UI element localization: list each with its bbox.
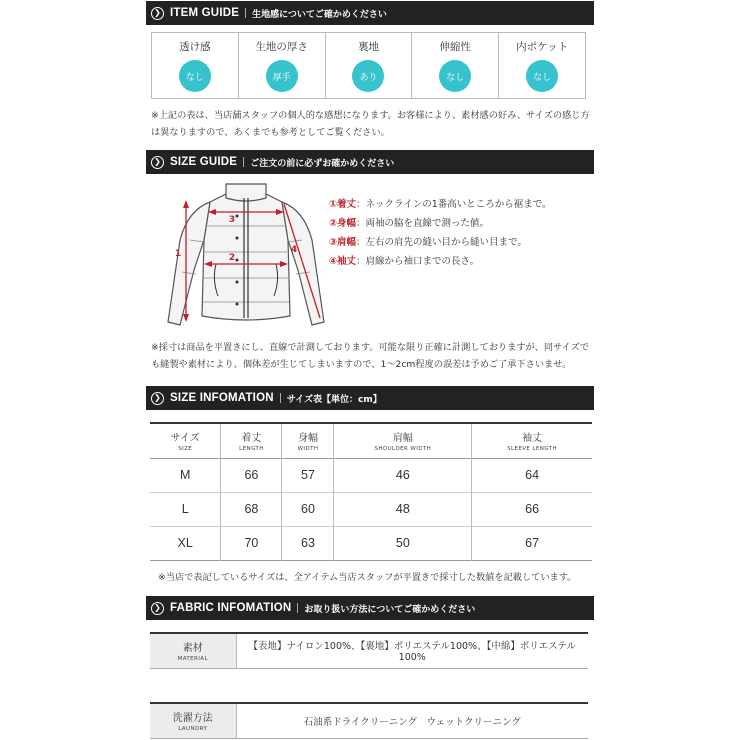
marker-4-label: 4 bbox=[290, 245, 298, 255]
size-guide-header bbox=[146, 150, 594, 174]
chevron-right-icon: ❯ bbox=[151, 602, 164, 615]
measurement-desc: ：肩線から袖口までの長さ。 bbox=[356, 256, 480, 267]
measurement-key: ④袖丈 bbox=[329, 256, 357, 267]
guide-label: 裏地 bbox=[357, 41, 379, 53]
table-cell: 57 bbox=[282, 458, 334, 492]
size-info-title: SIZE INFOMATION bbox=[170, 392, 274, 404]
table-row bbox=[150, 526, 592, 560]
item-guide-title: ITEM GUIDE bbox=[170, 7, 240, 19]
header-divider bbox=[297, 603, 298, 613]
table-cell: L bbox=[150, 492, 221, 526]
chevron-right-icon: ❯ bbox=[151, 392, 164, 405]
measurement-item-length bbox=[329, 195, 552, 214]
note-line: ※上記の表は、当店舗スタッフの個人的な感想になります。お客様により、素材感の好み、サイズの感じ方 bbox=[151, 110, 590, 121]
table-cell: 67 bbox=[525, 536, 540, 550]
note-line: ※採寸は商品を平置きにし、直線で計測しております。可能な限り正確に計測しておりますが、同サイズで bbox=[151, 342, 590, 353]
size-info-subtitle: サイズ表【単位：cm】 bbox=[286, 394, 382, 405]
guide-value-badge: 厚手 bbox=[266, 60, 298, 92]
marker-3-label: 3 bbox=[228, 215, 236, 225]
guide-cell-transparency bbox=[152, 33, 239, 98]
table-cell: 50 bbox=[334, 526, 472, 560]
measurement-item-width bbox=[329, 214, 552, 233]
measurement-key: ②身幅 bbox=[329, 218, 357, 229]
size-info-header bbox=[146, 386, 594, 410]
table-cell: M bbox=[150, 458, 221, 492]
size-guide-title: SIZE GUIDE bbox=[170, 156, 238, 168]
measurement-desc: ：左右の肩先の縫い目から縫い目まで。 bbox=[356, 237, 527, 248]
table-cell: 70 bbox=[221, 526, 282, 560]
chevron-right-icon: ❯ bbox=[151, 7, 164, 20]
guide-label: 生地の厚さ bbox=[255, 41, 308, 53]
guide-label: 透け感 bbox=[179, 41, 211, 53]
table-row bbox=[150, 458, 592, 492]
header-divider bbox=[245, 8, 246, 18]
guide-value-badge: あり bbox=[352, 60, 384, 92]
item-guide-header bbox=[146, 1, 594, 25]
fabric-info-subtitle: お取り扱い方法についてご確かめください bbox=[304, 604, 476, 615]
table-cell: 66 bbox=[525, 502, 540, 516]
guide-cell-inner-pocket bbox=[499, 33, 585, 98]
column-header-width: 身幅 WIDTH bbox=[282, 423, 334, 458]
table-cell: 63 bbox=[282, 526, 334, 560]
measurement-key: ①着丈 bbox=[329, 199, 357, 210]
size-guide-subtitle: ご注文の前に必ずお確かめください bbox=[250, 158, 395, 169]
column-header-sleeve: 袖丈 SLEEVE LENGTH bbox=[507, 433, 558, 453]
material-label: 素材 MATERIAL bbox=[150, 633, 236, 668]
measurement-desc: ：ネックラインの1番高いところから裾まで。 bbox=[356, 199, 552, 210]
table-cell: 48 bbox=[334, 492, 472, 526]
guide-cell-lining bbox=[326, 33, 413, 98]
column-header-shoulder: 肩幅 SHOULDER WIDTH bbox=[334, 423, 472, 458]
size-table bbox=[150, 422, 592, 561]
fabric-info-header bbox=[146, 596, 594, 620]
table-cell: 60 bbox=[282, 492, 334, 526]
table-cell: 64 bbox=[525, 468, 540, 482]
table-cell: 68 bbox=[221, 492, 282, 526]
note-line: は異なりますので、あくまでも参考としてご覧ください。 bbox=[151, 127, 390, 138]
measurement-item-shoulder bbox=[329, 233, 552, 252]
guide-value-badge: なし bbox=[439, 60, 471, 92]
measurement-item-sleeve bbox=[329, 252, 552, 271]
measurement-desc: ：両袖の脇を直線で測った値。 bbox=[356, 218, 490, 229]
header-divider bbox=[243, 157, 244, 167]
table-cell: 46 bbox=[334, 458, 472, 492]
header-divider bbox=[280, 393, 281, 403]
guide-value-badge: なし bbox=[526, 60, 558, 92]
fabric-row-material bbox=[150, 633, 588, 668]
note-line: も縫製や素材により、個体差が生じてしまいますので、1〜2cm程度の誤差は予めご了承下さいませ。 bbox=[151, 359, 572, 370]
chevron-right-icon: ❯ bbox=[151, 156, 164, 169]
item-guide-note bbox=[151, 107, 590, 141]
row-spacer bbox=[150, 668, 588, 703]
fabric-info-title: FABRIC INFOMATION bbox=[170, 602, 292, 614]
size-info-note: ※当店で表記しているサイズは、全アイテム当店スタッフが平置きで採寸した数値を記載しています。 bbox=[158, 572, 577, 583]
measurement-key: ③肩幅 bbox=[329, 237, 357, 248]
guide-cell-thickness bbox=[239, 33, 326, 98]
marker-2-label: 2 bbox=[228, 253, 236, 263]
table-row bbox=[150, 492, 592, 526]
column-header-size: サイズ SIZE bbox=[150, 423, 221, 458]
material-value: 【表地】ナイロン100%、【裏地】ポリエステル100%、【中綿】ポリエステル100% bbox=[248, 641, 576, 664]
guide-value-badge: なし bbox=[179, 60, 211, 92]
fabric-row-laundry bbox=[150, 703, 588, 738]
guide-label: 伸縮性 bbox=[439, 41, 472, 53]
laundry-label: 洗濯方法 LAUNDRY bbox=[150, 703, 236, 738]
size-table-header-row bbox=[150, 423, 592, 458]
column-header-length: 着丈 LENGTH bbox=[221, 423, 282, 458]
size-guide-note bbox=[151, 339, 589, 373]
item-guide-table bbox=[151, 32, 586, 99]
table-cell: XL bbox=[150, 526, 221, 560]
guide-label: 内ポケット bbox=[516, 41, 569, 53]
table-cell: 66 bbox=[221, 458, 282, 492]
jacket-diagram bbox=[160, 180, 332, 330]
marker-1-label: 1 bbox=[174, 249, 182, 259]
measurement-list bbox=[329, 195, 552, 271]
item-guide-subtitle: 生地感についてご確かめください bbox=[252, 9, 387, 20]
fabric-table bbox=[150, 632, 588, 739]
guide-cell-stretch bbox=[412, 33, 499, 98]
laundry-value: 石油系ドライクリーニング ウェットクリーニング bbox=[303, 716, 521, 728]
